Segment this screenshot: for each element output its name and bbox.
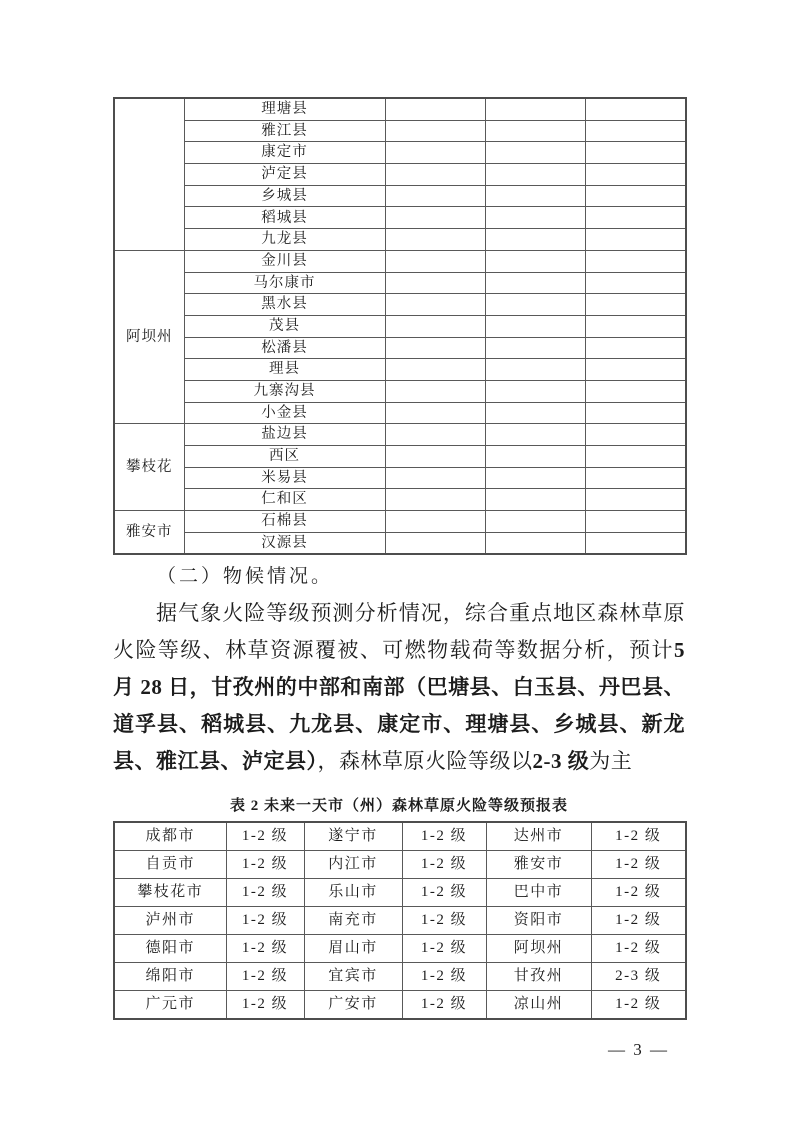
empty-value-cell bbox=[385, 402, 485, 424]
fire-level-cell: 2-3 级 bbox=[591, 962, 686, 990]
empty-value-cell bbox=[485, 532, 585, 554]
empty-value-cell bbox=[485, 467, 585, 489]
empty-value-cell bbox=[585, 359, 686, 381]
forecast-table-row bbox=[114, 990, 686, 1018]
city-name-cell: 遂宁市 bbox=[304, 822, 402, 850]
county-name-cell: 理塘县 bbox=[184, 98, 385, 120]
empty-value-cell bbox=[485, 229, 585, 251]
fire-level-cell: 1-2 级 bbox=[402, 851, 486, 879]
county-table-row bbox=[114, 229, 686, 251]
city-name-cell: 德阳市 bbox=[114, 935, 226, 963]
empty-value-cell bbox=[585, 185, 686, 207]
fire-level-cell: 1-2 级 bbox=[402, 879, 486, 907]
empty-value-cell bbox=[585, 142, 686, 164]
city-name-cell: 攀枝花市 bbox=[114, 879, 226, 907]
county-table-row bbox=[114, 207, 686, 229]
empty-value-cell bbox=[585, 380, 686, 402]
county-table-row bbox=[114, 511, 686, 533]
fire-level-cell: 1-2 级 bbox=[226, 879, 304, 907]
city-name-cell: 资阳市 bbox=[486, 907, 591, 935]
county-name-cell: 仁和区 bbox=[184, 489, 385, 511]
empty-value-cell bbox=[385, 511, 485, 533]
county-table-row bbox=[114, 467, 686, 489]
city-fire-level-table bbox=[113, 821, 687, 1019]
empty-value-cell bbox=[485, 142, 585, 164]
empty-value-cell bbox=[385, 315, 485, 337]
city-name-cell: 南充市 bbox=[304, 907, 402, 935]
empty-value-cell bbox=[485, 337, 585, 359]
fire-level-cell: 1-2 级 bbox=[226, 822, 304, 850]
county-name-cell: 石棉县 bbox=[184, 511, 385, 533]
county-name-cell: 乡城县 bbox=[184, 185, 385, 207]
county-name-cell: 九龙县 bbox=[184, 229, 385, 251]
empty-value-cell bbox=[485, 250, 585, 272]
empty-value-cell bbox=[385, 250, 485, 272]
empty-value-cell bbox=[585, 511, 686, 533]
fire-level-cell: 1-2 级 bbox=[226, 907, 304, 935]
city-name-cell: 广元市 bbox=[114, 990, 226, 1018]
empty-value-cell bbox=[585, 120, 686, 142]
empty-value-cell bbox=[585, 164, 686, 186]
empty-value-cell bbox=[385, 446, 485, 468]
empty-value-cell bbox=[585, 337, 686, 359]
fire-level-cell: 1-2 级 bbox=[402, 935, 486, 963]
county-table-row bbox=[114, 489, 686, 511]
city-name-cell: 乐山市 bbox=[304, 879, 402, 907]
empty-value-cell bbox=[385, 207, 485, 229]
fire-level-cell: 1-2 级 bbox=[591, 907, 686, 935]
empty-value-cell bbox=[385, 185, 485, 207]
county-table-row bbox=[114, 120, 686, 142]
empty-value-cell bbox=[585, 272, 686, 294]
empty-value-cell bbox=[485, 511, 585, 533]
forecast-table-row bbox=[114, 962, 686, 990]
empty-value-cell bbox=[585, 229, 686, 251]
county-table-row bbox=[114, 359, 686, 381]
county-table-row bbox=[114, 142, 686, 164]
county-name-cell: 九寨沟县 bbox=[184, 380, 385, 402]
county-fire-table bbox=[113, 97, 687, 555]
city-name-cell: 巴中市 bbox=[486, 879, 591, 907]
empty-value-cell bbox=[385, 424, 485, 446]
table2-caption: 表 2 未来一天市（州）森林草原火险等级预报表 bbox=[229, 798, 568, 815]
region-group-cell bbox=[114, 98, 184, 250]
empty-value-cell bbox=[485, 120, 585, 142]
fire-level-cell: 1-2 级 bbox=[591, 851, 686, 879]
forecast-table-body bbox=[114, 822, 686, 1018]
forecast-analysis-paragraph bbox=[113, 595, 685, 780]
county-name-cell: 康定市 bbox=[184, 142, 385, 164]
county-table-row bbox=[114, 424, 686, 446]
empty-value-cell bbox=[385, 294, 485, 316]
empty-value-cell bbox=[385, 272, 485, 294]
city-name-cell: 凉山州 bbox=[486, 990, 591, 1018]
empty-value-cell bbox=[485, 185, 585, 207]
county-name-cell: 茂县 bbox=[184, 315, 385, 337]
county-table-row bbox=[114, 250, 686, 272]
city-name-cell: 自贡市 bbox=[114, 851, 226, 879]
region-group-cell: 阿坝州 bbox=[114, 250, 184, 424]
section-heading: （二）物候情况。 bbox=[157, 566, 334, 588]
fire-level-cell: 1-2 级 bbox=[591, 879, 686, 907]
county-name-cell: 西区 bbox=[184, 446, 385, 468]
forecast-table-row bbox=[114, 879, 686, 907]
city-name-cell: 雅安市 bbox=[486, 851, 591, 879]
empty-value-cell bbox=[485, 98, 585, 120]
forecast-table-row bbox=[114, 822, 686, 850]
fire-level-cell: 1-2 级 bbox=[402, 990, 486, 1018]
empty-value-cell bbox=[385, 489, 485, 511]
empty-value-cell bbox=[385, 229, 485, 251]
city-name-cell: 眉山市 bbox=[304, 935, 402, 963]
fire-level-cell: 1-2 级 bbox=[402, 907, 486, 935]
empty-value-cell bbox=[385, 337, 485, 359]
empty-value-cell bbox=[485, 424, 585, 446]
city-name-cell: 宜宾市 bbox=[304, 962, 402, 990]
city-name-cell: 达州市 bbox=[486, 822, 591, 850]
fire-level-cell: 1-2 级 bbox=[402, 962, 486, 990]
empty-value-cell bbox=[585, 489, 686, 511]
page-number: — 3 — bbox=[608, 1040, 669, 1059]
forecast-table-row bbox=[114, 851, 686, 879]
empty-value-cell bbox=[485, 272, 585, 294]
city-name-cell: 内江市 bbox=[304, 851, 402, 879]
empty-value-cell bbox=[585, 294, 686, 316]
county-name-cell: 小金县 bbox=[184, 402, 385, 424]
county-table-row bbox=[114, 185, 686, 207]
fire-level-cell: 1-2 级 bbox=[226, 935, 304, 963]
county-name-cell: 黑水县 bbox=[184, 294, 385, 316]
fire-level-cell: 1-2 级 bbox=[591, 990, 686, 1018]
empty-value-cell bbox=[585, 402, 686, 424]
empty-value-cell bbox=[385, 98, 485, 120]
county-table-body bbox=[114, 98, 686, 554]
empty-value-cell bbox=[385, 380, 485, 402]
paragraph-segment: 据气象火险等级预测分析情况，综合重点地区森林草原火险等级、林草资源覆被、可燃物载荷等数据分析，预计 bbox=[113, 601, 685, 663]
paragraph-segment: 为主 bbox=[589, 749, 633, 774]
county-table-row bbox=[114, 402, 686, 424]
empty-value-cell bbox=[485, 359, 585, 381]
county-table-row bbox=[114, 315, 686, 337]
empty-value-cell bbox=[585, 98, 686, 120]
county-table-row bbox=[114, 272, 686, 294]
empty-value-cell bbox=[385, 164, 485, 186]
county-table-row bbox=[114, 337, 686, 359]
empty-value-cell bbox=[585, 424, 686, 446]
county-table-row bbox=[114, 164, 686, 186]
county-name-cell: 汉源县 bbox=[184, 532, 385, 554]
empty-value-cell bbox=[585, 446, 686, 468]
county-name-cell: 金川县 bbox=[184, 250, 385, 272]
city-name-cell: 成都市 bbox=[114, 822, 226, 850]
empty-value-cell bbox=[385, 120, 485, 142]
empty-value-cell bbox=[585, 532, 686, 554]
empty-value-cell bbox=[485, 294, 585, 316]
region-group-cell: 雅安市 bbox=[114, 511, 184, 555]
fire-level-cell: 1-2 级 bbox=[226, 851, 304, 879]
city-name-cell: 阿坝州 bbox=[486, 935, 591, 963]
empty-value-cell bbox=[385, 142, 485, 164]
county-table-row bbox=[114, 532, 686, 554]
county-name-cell: 稻城县 bbox=[184, 207, 385, 229]
fire-level-cell: 1-2 级 bbox=[226, 962, 304, 990]
empty-value-cell bbox=[585, 467, 686, 489]
fire-level-cell: 1-2 级 bbox=[402, 822, 486, 850]
empty-value-cell bbox=[385, 359, 485, 381]
paragraph-bold-segment: 5 月 28 日，甘孜州的中部和南部（巴塘县、白玉县、丹巴县、道孚县、稻城县、九龙县、康定市、理塘县、乡城县、新龙县、雅江县、泸定县） bbox=[113, 638, 685, 774]
fire-level-cell: 1-2 级 bbox=[591, 935, 686, 963]
empty-value-cell bbox=[585, 315, 686, 337]
county-name-cell: 米易县 bbox=[184, 467, 385, 489]
empty-value-cell bbox=[485, 446, 585, 468]
fire-level-cell: 1-2 级 bbox=[226, 990, 304, 1018]
paragraph-segment: ，森林草原火险等级以 bbox=[317, 749, 533, 774]
empty-value-cell bbox=[585, 207, 686, 229]
empty-value-cell bbox=[485, 164, 585, 186]
empty-value-cell bbox=[485, 207, 585, 229]
region-group-cell: 攀枝花 bbox=[114, 424, 184, 511]
forecast-table-row bbox=[114, 907, 686, 935]
empty-value-cell bbox=[485, 315, 585, 337]
city-name-cell: 甘孜州 bbox=[486, 962, 591, 990]
empty-value-cell bbox=[485, 380, 585, 402]
fire-level-cell: 1-2 级 bbox=[591, 822, 686, 850]
county-table-row bbox=[114, 294, 686, 316]
county-name-cell: 理县 bbox=[184, 359, 385, 381]
county-name-cell: 雅江县 bbox=[184, 120, 385, 142]
county-name-cell: 泸定县 bbox=[184, 164, 385, 186]
empty-value-cell bbox=[385, 532, 485, 554]
city-name-cell: 广安市 bbox=[304, 990, 402, 1018]
county-table-row bbox=[114, 98, 686, 120]
city-name-cell: 绵阳市 bbox=[114, 962, 226, 990]
city-name-cell: 泸州市 bbox=[114, 907, 226, 935]
county-table-row bbox=[114, 380, 686, 402]
county-name-cell: 盐边县 bbox=[184, 424, 385, 446]
county-name-cell: 马尔康市 bbox=[184, 272, 385, 294]
forecast-table-row bbox=[114, 935, 686, 963]
page-content bbox=[113, 0, 685, 1020]
county-name-cell: 松潘县 bbox=[184, 337, 385, 359]
empty-value-cell bbox=[585, 250, 686, 272]
empty-value-cell bbox=[385, 467, 485, 489]
county-table-row bbox=[114, 446, 686, 468]
paragraph-bold-segment: 2-3 级 bbox=[532, 749, 590, 774]
empty-value-cell bbox=[485, 402, 585, 424]
empty-value-cell bbox=[485, 489, 585, 511]
